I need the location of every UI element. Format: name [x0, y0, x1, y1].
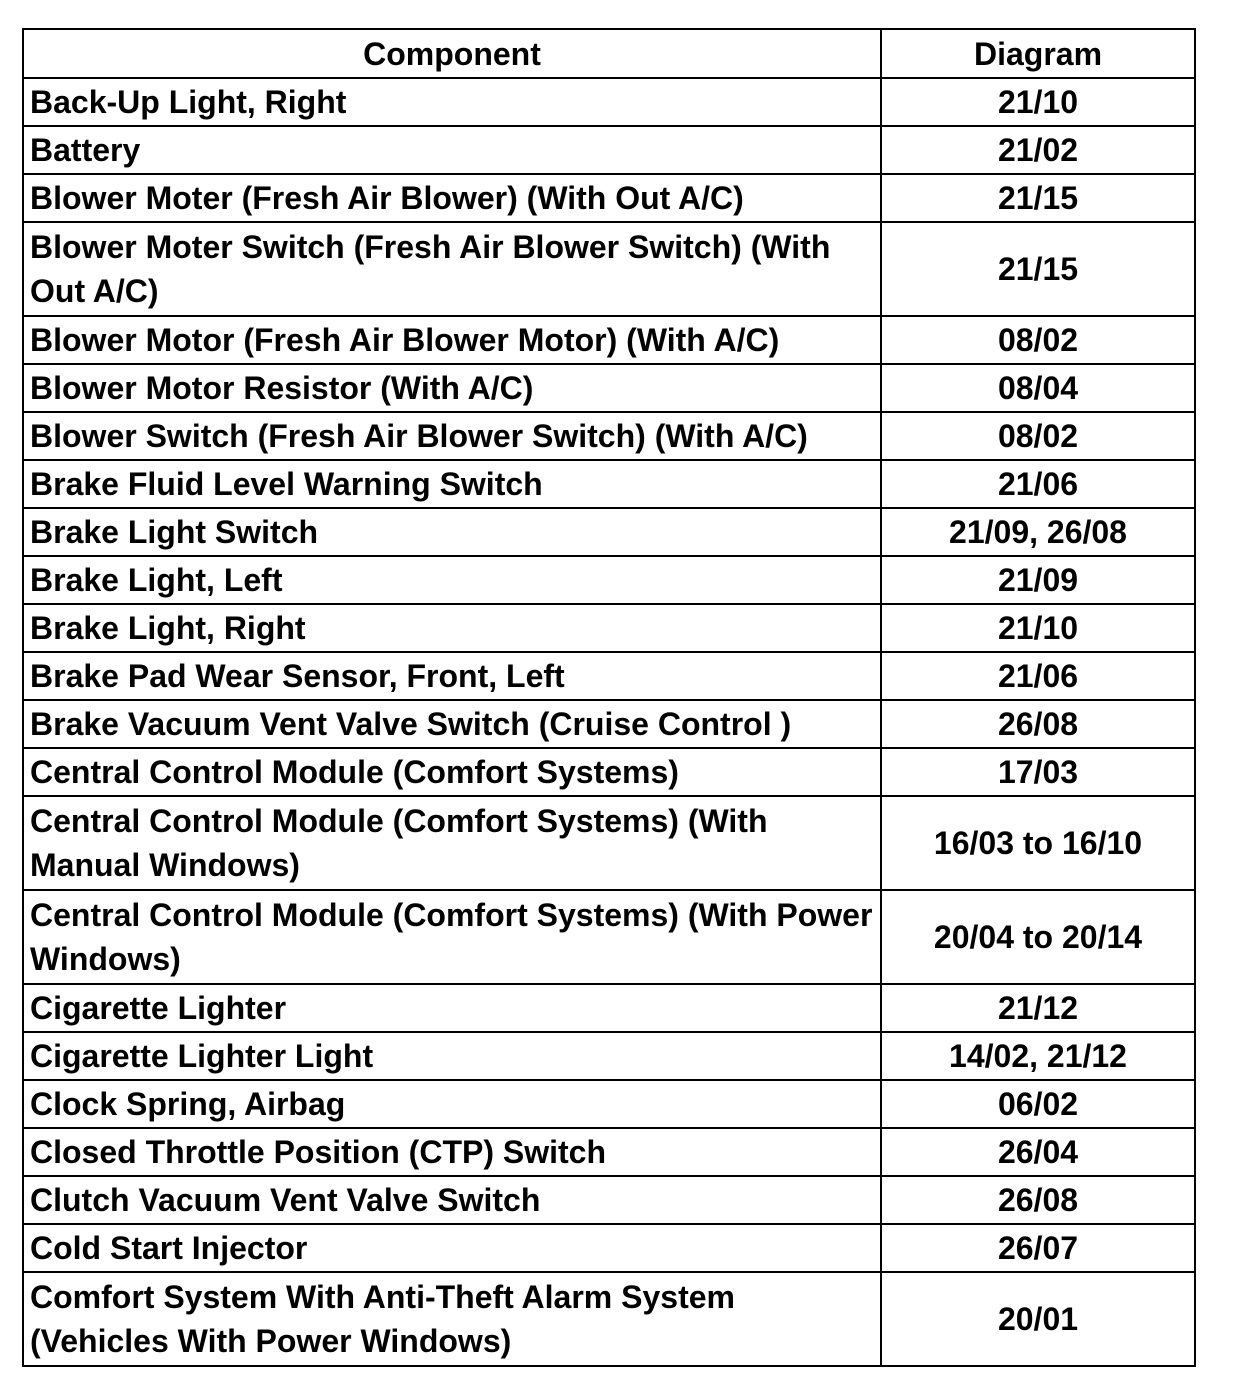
- table-row: [23, 1272, 1195, 1366]
- component-diagram-table: [22, 28, 1196, 1367]
- component-cell: Brake Light, Right: [23, 604, 881, 652]
- diagram-cell: 20/04 to 20/14: [881, 890, 1195, 984]
- table-row: [23, 652, 1195, 700]
- component-cell: Brake Light Switch: [23, 508, 881, 556]
- component-cell: Blower Switch (Fresh Air Blower Switch) (With A/C): [23, 412, 881, 460]
- component-cell: Cigarette Lighter Light: [23, 1032, 881, 1080]
- component-cell: Comfort System With Anti-Theft Alarm System (Vehicles With Power Windows): [23, 1272, 881, 1366]
- table-row: [23, 1032, 1195, 1080]
- diagram-cell: 21/15: [881, 222, 1195, 316]
- component-cell: Cold Start Injector: [23, 1224, 881, 1272]
- diagram-cell: 26/04: [881, 1128, 1195, 1176]
- component-cell: Brake Pad Wear Sensor, Front, Left: [23, 652, 881, 700]
- diagram-cell: 21/12: [881, 984, 1195, 1032]
- diagram-cell: 21/15: [881, 174, 1195, 222]
- diagram-cell: 08/04: [881, 364, 1195, 412]
- table-row: [23, 1080, 1195, 1128]
- diagram-cell: 17/03: [881, 748, 1195, 796]
- table-row: [23, 412, 1195, 460]
- diagram-cell: 21/09, 26/08: [881, 508, 1195, 556]
- table-row: [23, 1176, 1195, 1224]
- diagram-cell: 21/09: [881, 556, 1195, 604]
- diagram-cell: 21/10: [881, 604, 1195, 652]
- table-row: [23, 796, 1195, 890]
- component-cell: Brake Light, Left: [23, 556, 881, 604]
- diagram-cell: 26/08: [881, 700, 1195, 748]
- diagram-cell: 08/02: [881, 412, 1195, 460]
- component-cell: Cigarette Lighter: [23, 984, 881, 1032]
- table-row: [23, 316, 1195, 364]
- component-cell: Central Control Module (Comfort Systems) (With Power Windows): [23, 890, 881, 984]
- header-component: Component: [23, 29, 881, 78]
- table-row: [23, 748, 1195, 796]
- component-cell: Brake Fluid Level Warning Switch: [23, 460, 881, 508]
- table-row: [23, 604, 1195, 652]
- component-cell: Closed Throttle Position (CTP) Switch: [23, 1128, 881, 1176]
- component-cell: Battery: [23, 126, 881, 174]
- diagram-cell: 08/02: [881, 316, 1195, 364]
- component-cell: Central Control Module (Comfort Systems) (With Manual Windows): [23, 796, 881, 890]
- table-row: [23, 1128, 1195, 1176]
- table-row: [23, 174, 1195, 222]
- table-row: [23, 700, 1195, 748]
- component-cell: Back-Up Light, Right: [23, 78, 881, 126]
- table-row: [23, 508, 1195, 556]
- diagram-cell: 21/10: [881, 78, 1195, 126]
- table-row: [23, 556, 1195, 604]
- diagram-cell: 20/01: [881, 1272, 1195, 1366]
- diagram-cell: 26/08: [881, 1176, 1195, 1224]
- component-cell: Blower Moter Switch (Fresh Air Blower Switch) (With Out A/C): [23, 222, 881, 316]
- table-row: [23, 984, 1195, 1032]
- table-header-row: [23, 29, 1195, 78]
- table-row: [23, 890, 1195, 984]
- component-cell: Blower Motor Resistor (With A/C): [23, 364, 881, 412]
- diagram-cell: 14/02, 21/12: [881, 1032, 1195, 1080]
- component-cell: Clutch Vacuum Vent Valve Switch: [23, 1176, 881, 1224]
- table-row: [23, 126, 1195, 174]
- diagram-cell: 21/02: [881, 126, 1195, 174]
- table-row: [23, 1224, 1195, 1272]
- component-cell: Blower Moter (Fresh Air Blower) (With Out A/C): [23, 174, 881, 222]
- table-row: [23, 364, 1195, 412]
- diagram-cell: 16/03 to 16/10: [881, 796, 1195, 890]
- diagram-cell: 26/07: [881, 1224, 1195, 1272]
- table-row: [23, 460, 1195, 508]
- component-cell: Brake Vacuum Vent Valve Switch (Cruise Control ): [23, 700, 881, 748]
- header-diagram: Diagram: [881, 29, 1195, 78]
- component-cell: Clock Spring, Airbag: [23, 1080, 881, 1128]
- component-cell: Blower Motor (Fresh Air Blower Motor) (With A/C): [23, 316, 881, 364]
- table-row: [23, 222, 1195, 316]
- diagram-cell: 06/02: [881, 1080, 1195, 1128]
- diagram-cell: 21/06: [881, 652, 1195, 700]
- diagram-cell: 21/06: [881, 460, 1195, 508]
- table-body: [23, 78, 1195, 1366]
- table-row: [23, 78, 1195, 126]
- component-cell: Central Control Module (Comfort Systems): [23, 748, 881, 796]
- component-diagram-table-container: [22, 28, 1194, 1367]
